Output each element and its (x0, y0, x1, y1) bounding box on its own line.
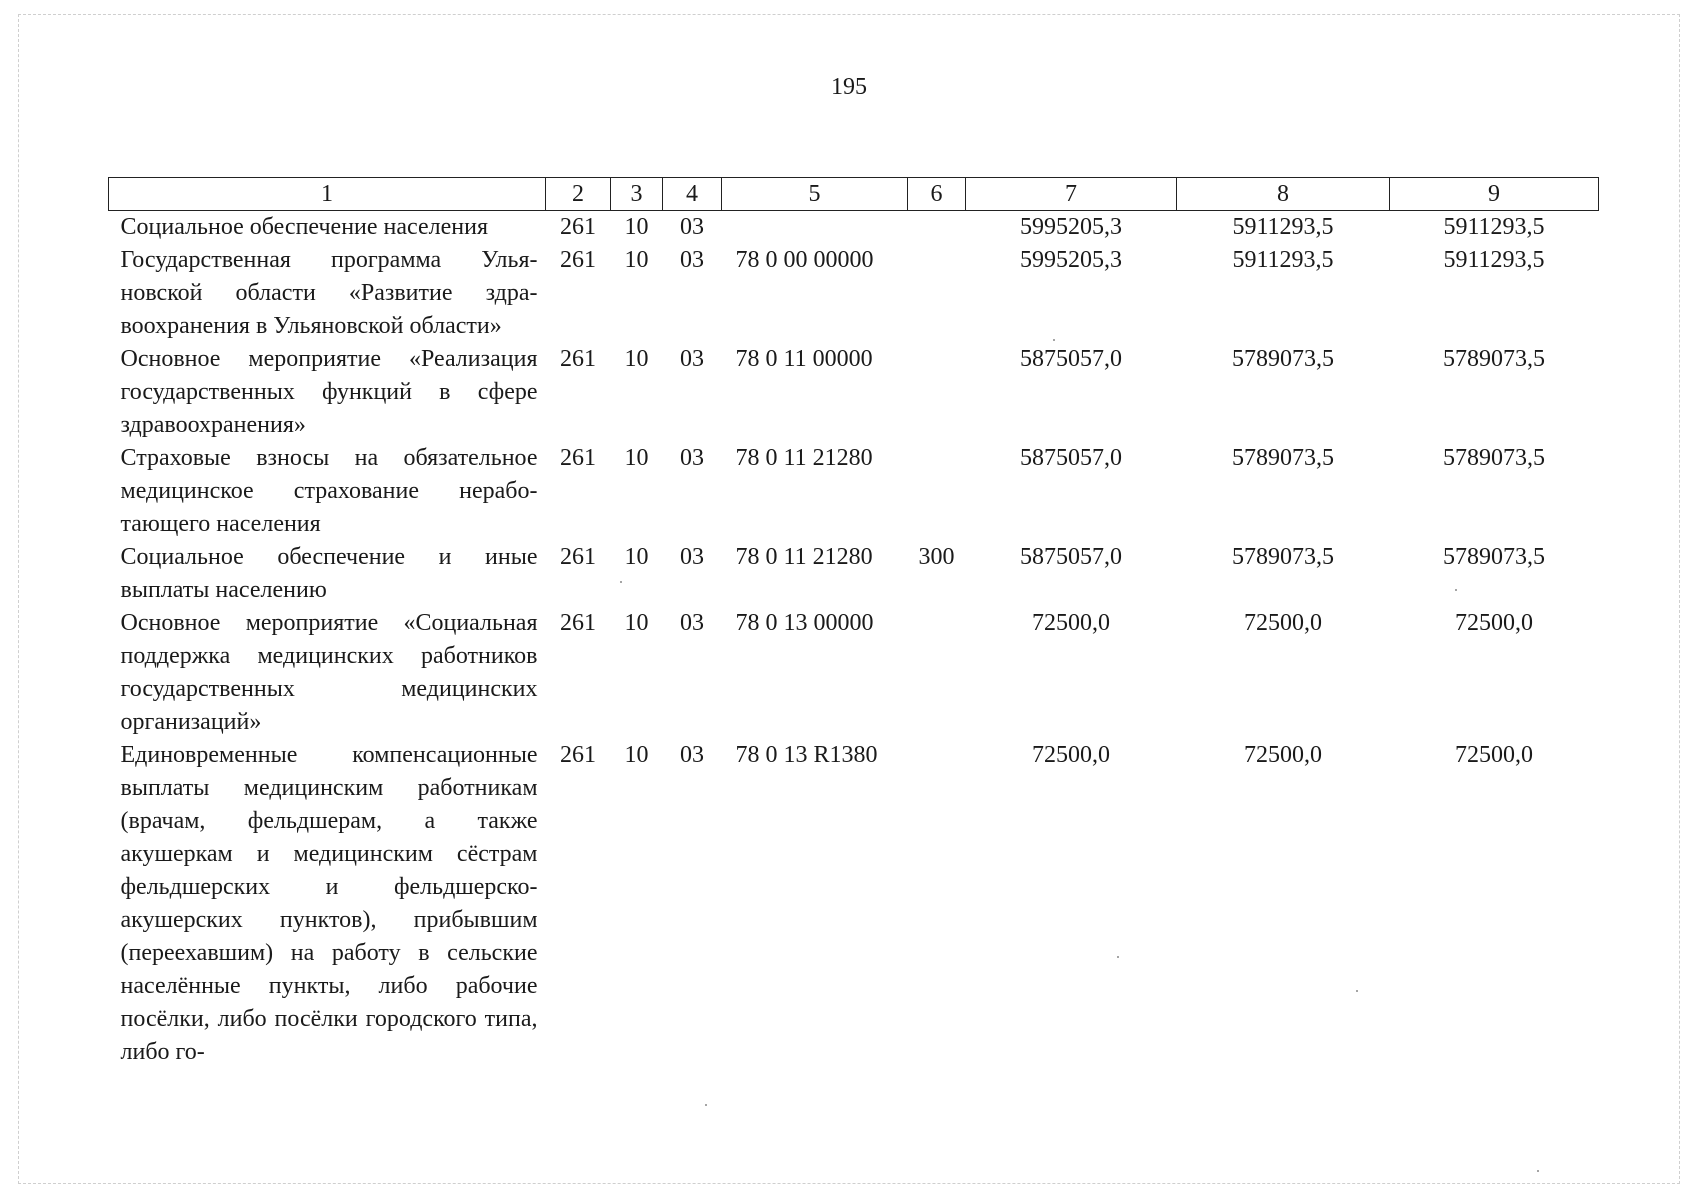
row-amount-col8: 5789073,5 (1232, 346, 1334, 372)
row-subsection-code: 03 (680, 346, 704, 372)
header-col-9: 9 (1390, 178, 1599, 211)
row-expense-type (908, 607, 966, 739)
row-name: Страховые взносы на обязательное медицинское страхование неработающего населения (120, 445, 538, 537)
row-ministry-code: 261 (560, 544, 596, 570)
row-expense-type: 300 (918, 544, 955, 570)
row-target-code: 78 0 13 00000 (735, 610, 874, 636)
row-amount-col8: 5911293,5 (1232, 247, 1334, 273)
row-amount-col9: 5911293,5 (1443, 247, 1545, 273)
row-section-code: 10 (624, 247, 649, 273)
header-col-1: 1 (109, 178, 546, 211)
row-name: Основное мероприятие «Реализация государственных функций в сфере здравоохранения» (120, 346, 538, 438)
row-amount-col8: 72500,0 (1244, 742, 1322, 768)
row-subsection-code: 03 (680, 610, 704, 636)
row-section-code: 10 (624, 544, 649, 570)
row-name: Государственная программа Ульяновской области «Развитие здравоохранения в Ульяновской области» (120, 247, 538, 339)
row-expense-type (908, 739, 966, 1069)
scan-speck (1117, 956, 1119, 958)
row-ministry-code: 261 (560, 610, 596, 636)
row-section-code: 10 (624, 346, 649, 372)
row-subsection-code: 03 (680, 544, 704, 570)
row-amount-col9: 5789073,5 (1443, 346, 1545, 372)
table-row (109, 739, 1599, 1069)
row-expense-type (908, 211, 966, 245)
row-ministry-code: 261 (560, 247, 596, 273)
row-section-code: 10 (624, 214, 649, 240)
row-amount-col7: 5875057,0 (1020, 544, 1122, 570)
row-target-code: 78 0 11 21280 (735, 544, 873, 570)
row-amount-col8: 5789073,5 (1232, 544, 1334, 570)
row-name: Основное мероприятие «Социальная поддержка медицинских работников государственных медицинских организаций» (120, 610, 538, 735)
row-target-code: 78 0 11 21280 (735, 445, 873, 471)
header-col-6: 6 (908, 178, 966, 211)
header-col-8: 8 (1177, 178, 1390, 211)
row-subsection-code: 03 (680, 214, 704, 240)
header-col-3: 3 (611, 178, 663, 211)
row-amount-col8: 72500,0 (1244, 610, 1322, 636)
row-amount-col9: 5789073,5 (1443, 445, 1545, 471)
row-ministry-code: 261 (560, 346, 596, 372)
row-amount-col7: 5995205,3 (1020, 247, 1122, 273)
table-row (109, 244, 1599, 343)
row-ministry-code: 261 (560, 742, 596, 768)
row-name: Социальное обеспечение и иные выплаты населению (120, 544, 538, 603)
row-target-code: 78 0 13 R1380 (735, 742, 878, 768)
row-section-code: 10 (624, 445, 649, 471)
row-subsection-code: 03 (680, 247, 704, 273)
table-row (109, 607, 1599, 739)
row-amount-col9: 5789073,5 (1443, 544, 1545, 570)
row-expense-type (908, 244, 966, 343)
row-section-code: 10 (624, 610, 649, 636)
scan-speck (1053, 339, 1055, 341)
table-row (109, 343, 1599, 442)
scan-speck (1537, 1170, 1539, 1172)
row-name: Социальное обеспечение населения (120, 214, 488, 240)
header-col-2: 2 (546, 178, 611, 211)
row-amount-col7: 5875057,0 (1020, 445, 1122, 471)
row-ministry-code: 261 (560, 214, 596, 240)
header-col-5: 5 (722, 178, 908, 211)
row-amount-col8: 5911293,5 (1232, 214, 1334, 240)
scan-speck (1455, 589, 1457, 591)
row-amount-col9: 72500,0 (1455, 742, 1533, 768)
row-section-code: 10 (624, 742, 649, 768)
scan-speck (705, 1104, 707, 1106)
row-target-code: 78 0 11 00000 (735, 346, 873, 372)
row-amount-col7: 5995205,3 (1020, 214, 1122, 240)
row-expense-type (908, 442, 966, 541)
row-amount-col9: 5911293,5 (1443, 214, 1545, 240)
table-row (109, 442, 1599, 541)
row-amount-col7: 72500,0 (1032, 610, 1110, 636)
row-amount-col9: 72500,0 (1455, 610, 1533, 636)
row-ministry-code: 261 (560, 445, 596, 471)
row-amount-col8: 5789073,5 (1232, 445, 1334, 471)
row-subsection-code: 03 (680, 445, 704, 471)
row-name: Единовременные компенсационные выплаты медицинским работникам (врачам, фельдшерам, а также акушеркам и медицинским сёстрам фельдшерских и фельдшерско-акушерских пунктов), прибывшим (переехавшим) на работу в сельские населённые пункты, либо рабочие посёлки, либо посёлки городского типа, либо го- (120, 742, 538, 1065)
row-target-code: 78 0 00 00000 (735, 247, 874, 273)
row-subsection-code: 03 (680, 742, 704, 768)
page-number: 195 (831, 74, 867, 100)
table-row (109, 211, 1599, 245)
row-amount-col7: 72500,0 (1032, 742, 1110, 768)
budget-table (108, 177, 1599, 1069)
row-amount-col7: 5875057,0 (1020, 346, 1122, 372)
scan-speck (620, 581, 622, 583)
header-row (109, 178, 1599, 211)
header-col-4: 4 (663, 178, 722, 211)
table-row (109, 541, 1599, 607)
header-col-7: 7 (966, 178, 1177, 211)
row-target-code (722, 211, 908, 245)
row-expense-type (908, 343, 966, 442)
scan-speck (1356, 990, 1358, 992)
